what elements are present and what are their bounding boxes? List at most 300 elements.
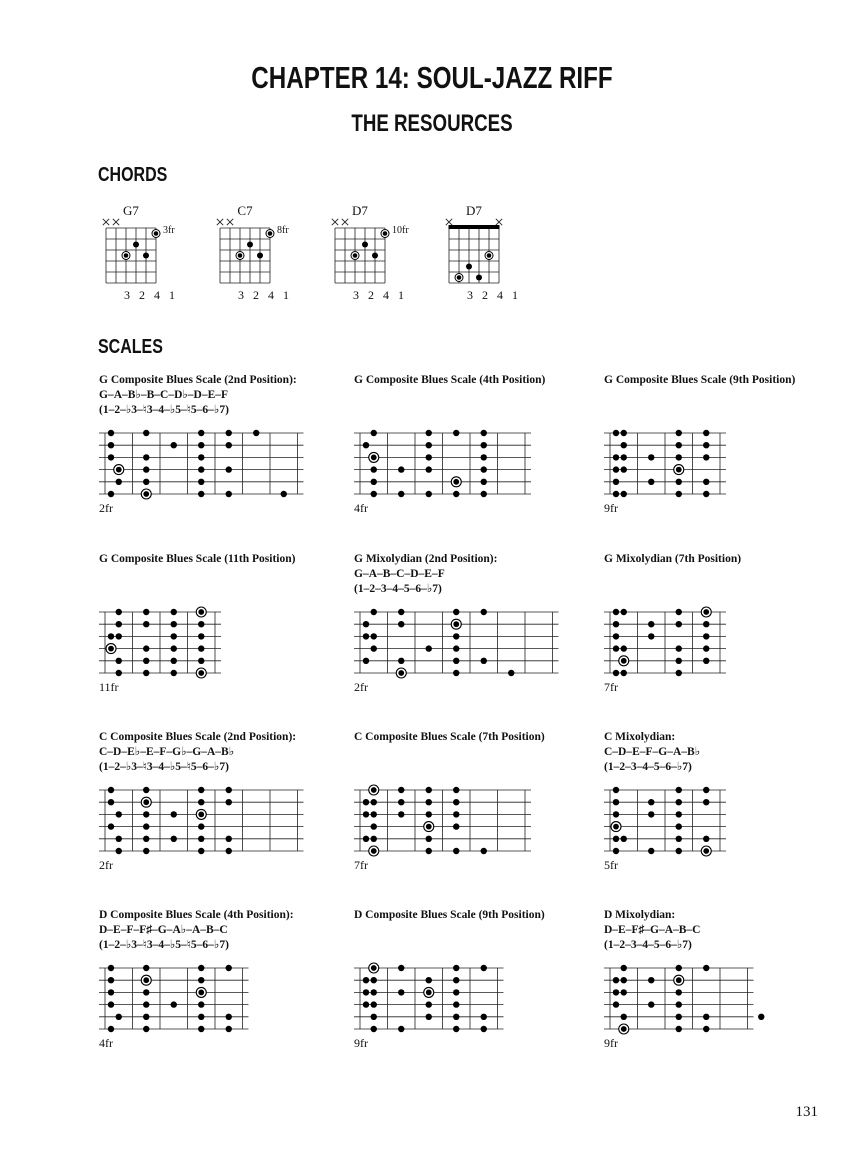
note-dot [453,1001,459,1007]
root-note-center [613,824,619,830]
note-dot [108,989,114,995]
root-note-center [238,253,243,258]
note-dot [362,242,368,248]
root-note-center [371,965,377,971]
note-dot [481,491,487,497]
scale-diagram [91,958,261,1039]
chord-fingering: 3 2 4 1 [467,288,521,302]
note-dot [481,430,487,436]
note-dot [621,645,627,651]
note-dot [613,609,619,615]
scale-title [99,373,349,418]
note-dot [371,1026,377,1032]
note-dot [363,1001,369,1007]
note-dot [613,811,619,817]
scale-formula: (1–2–♭3–♮3–4–♭5–♮5–6–♭7) [99,761,229,773]
scale-fret-position: 9fr [354,1036,368,1050]
note-dot [171,670,177,676]
muted-string-x-icon [332,219,338,225]
scale-name: G Mixolydian (2nd Position): [354,553,498,565]
note-dot [108,1001,114,1007]
note-dot [398,811,404,817]
scale-fret-position: 7fr [604,680,618,694]
note-dot [116,848,122,854]
chord-fret-label: 3fr [163,225,175,236]
note-dot [426,1014,432,1020]
note-dot [398,609,404,615]
scale-diagram [346,958,516,1039]
chord-diagram [439,218,519,288]
note-dot [613,836,619,842]
scale-diagram [596,602,738,683]
note-dot [108,1026,114,1032]
note-dot [143,787,149,793]
note-dot [247,242,253,248]
note-dot [198,848,204,854]
scale-notes: G–A–B♭–B–C–D♭–D–E–F [99,389,229,401]
root-note-center [426,824,432,830]
scale-formula: (1–2–3–4–5–6–♭7) [604,761,692,773]
note-dot [476,275,482,281]
scale-name: C Mixolydian: [604,731,676,743]
chord-fret-label: 8fr [277,225,289,236]
note-dot [143,253,149,259]
note-dot [226,491,232,497]
note-dot [676,1001,682,1007]
note-dot [676,430,682,436]
note-dot [621,442,627,448]
muted-string-x-icon [227,219,233,225]
page-number: 131 [795,1104,818,1120]
note-dot [453,491,459,497]
note-dot [613,670,619,676]
chord-fingering: 3 2 4 1 [238,288,292,302]
note-dot [621,836,627,842]
note-dot [198,442,204,448]
note-dot [143,645,149,651]
note-dot [198,1001,204,1007]
root-note-center [383,231,388,236]
note-dot [226,965,232,971]
note-dot [676,811,682,817]
scale-title [354,373,604,388]
scale-title [99,730,349,775]
scale-formula: (1–2–♭3–♮3–4–♭5–♮5–6–♭7) [99,404,229,416]
note-dot [676,787,682,793]
note-dot [398,658,404,664]
note-dot [171,633,177,639]
note-dot [648,977,654,983]
muted-string-x-icon [103,219,109,225]
note-dot [453,658,459,664]
root-note-center [703,609,709,615]
note-dot [481,848,487,854]
muted-string-x-icon [217,219,223,225]
note-dot [648,621,654,627]
chord-name: D7 [352,203,368,218]
chord-name: D7 [466,203,482,218]
note-dot [363,633,369,639]
scales-heading: SCALES [98,336,163,358]
note-dot [108,430,114,436]
note-dot [648,479,654,485]
scale-fret-position: 2fr [99,858,113,872]
note-dot [621,670,627,676]
note-dot [426,466,432,472]
note-dot [371,977,377,983]
scale-title [604,908,854,953]
note-dot [453,609,459,615]
note-dot [143,479,149,485]
note-dot [398,1026,404,1032]
root-note-center [198,990,204,996]
note-dot [703,621,709,627]
note-dot [621,454,627,460]
note-dot [613,633,619,639]
note-dot [371,633,377,639]
note-dot [363,989,369,995]
note-dot [398,491,404,497]
note-dot [116,479,122,485]
root-note-center [703,848,709,854]
note-dot [676,670,682,676]
note-dot [143,965,149,971]
note-dot [143,430,149,436]
note-dot [676,965,682,971]
scale-fret-position: 2fr [99,501,113,515]
note-dot [703,491,709,497]
note-dot [613,1001,619,1007]
note-dot [198,965,204,971]
note-dot [116,670,122,676]
muted-string-x-icon [446,219,452,225]
note-dot [481,658,487,664]
note-dot [426,787,432,793]
note-dot [613,977,619,983]
note-dot [453,965,459,971]
scale-notes: D–E–F♯–G–A–B–C [604,924,701,936]
note-dot [143,621,149,627]
note-dot [116,621,122,627]
note-dot [703,645,709,651]
note-dot [116,1014,122,1020]
scale-fret-position: 11fr [99,680,119,694]
note-dot [426,1001,432,1007]
note-dot [108,977,114,983]
note-dot [198,621,204,627]
note-dot [116,811,122,817]
note-dot [371,645,377,651]
note-dot [198,430,204,436]
note-dot [108,442,114,448]
note-dot [613,479,619,485]
scale-name: D Composite Blues Scale (9th Position) [354,909,545,921]
note-dot [676,645,682,651]
note-dot [371,811,377,817]
note-dot [453,848,459,854]
note-dot [453,670,459,676]
note-dot [648,633,654,639]
scale-notes: D–E–F–F♯–G–A♭–A–B–C [99,924,228,936]
note-dot [257,253,263,259]
root-note-center [621,658,627,664]
note-dot [171,609,177,615]
root-note-center [371,787,377,793]
note-dot [703,454,709,460]
note-dot [613,787,619,793]
note-dot [143,989,149,995]
note-dot [621,609,627,615]
note-dot [453,1014,459,1020]
note-dot [226,1014,232,1020]
note-dot [198,479,204,485]
root-note-center [198,670,204,676]
scale-title [354,552,604,597]
note-dot [108,787,114,793]
scale-diagram [596,423,738,504]
note-dot [143,848,149,854]
note-dot [481,466,487,472]
note-dot [371,1014,377,1020]
note-dot [226,799,232,805]
note-dot [676,621,682,627]
note-dot [676,442,682,448]
note-dot [198,491,204,497]
note-dot [453,823,459,829]
note-dot [703,836,709,842]
note-dot [703,1026,709,1032]
note-dot [371,430,377,436]
scale-title [604,730,854,775]
note-dot [363,658,369,664]
note-dot [613,645,619,651]
note-dot [198,799,204,805]
note-dot [171,442,177,448]
note-dot [363,977,369,983]
note-dot [371,466,377,472]
note-dot [226,848,232,854]
scale-name: C Composite Blues Scale (7th Position) [354,731,545,743]
note-dot [171,658,177,664]
note-dot [676,454,682,460]
note-dot [171,645,177,651]
note-dot [453,799,459,805]
note-dot [143,1026,149,1032]
note-dot [116,609,122,615]
note-dot [613,430,619,436]
note-dot [171,621,177,627]
note-dot [253,430,259,436]
note-dot [198,787,204,793]
note-dot [116,658,122,664]
note-dot [143,1014,149,1020]
note-dot [703,1014,709,1020]
note-dot [398,799,404,805]
note-dot [453,633,459,639]
note-dot [621,430,627,436]
note-dot [676,823,682,829]
note-dot [676,1014,682,1020]
note-dot [108,491,114,497]
scale-diagram [596,780,738,861]
note-dot [171,811,177,817]
scale-name: D Mixolydian: [604,909,676,921]
note-dot [613,848,619,854]
note-dot [481,965,487,971]
note-dot [676,479,682,485]
note-dot [398,787,404,793]
scale-diagram [91,423,316,504]
note-dot [398,466,404,472]
nut [449,225,500,229]
note-dot [143,811,149,817]
note-dot [481,609,487,615]
note-dot [363,442,369,448]
note-dot [133,242,139,248]
note-dot [363,811,369,817]
root-note-center [198,609,204,615]
note-dot [226,466,232,472]
scale-diagram [346,602,571,683]
note-dot [226,442,232,448]
note-dot [481,479,487,485]
note-dot [171,1001,177,1007]
note-dot [171,836,177,842]
note-dot [621,491,627,497]
scale-formula: (1–2–3–4–5–6–♭7) [604,939,692,951]
note-dot [371,799,377,805]
note-dot [703,479,709,485]
root-note-center [371,848,377,854]
note-dot [198,1026,204,1032]
note-dot [108,633,114,639]
note-dot [108,823,114,829]
note-dot [372,253,378,259]
note-dot [198,454,204,460]
scale-notes: C–D–E–F–G–A–B♭ [604,746,701,758]
section-subtitle: THE RESOURCES [351,110,513,137]
note-dot [676,658,682,664]
chord-name: C7 [237,203,253,218]
note-dot [198,977,204,983]
note-dot [426,442,432,448]
scale-title [354,730,604,745]
root-note-center [487,253,492,258]
root-note-center [453,621,459,627]
note-dot [758,1014,764,1020]
scale-diagram [91,602,233,683]
scale-name: D Composite Blues Scale (4th Position): [99,909,294,921]
scale-name: G Composite Blues Scale (4th Position) [354,374,546,386]
scale-name: G Composite Blues Scale (9th Position) [604,374,796,386]
note-dot [398,621,404,627]
note-dot [398,965,404,971]
root-note-center [143,491,149,497]
note-dot [363,621,369,627]
note-dot [613,621,619,627]
note-dot [426,977,432,983]
note-dot [481,454,487,460]
scale-fret-position: 9fr [604,1036,618,1050]
note-dot [648,811,654,817]
muted-string-x-icon [342,219,348,225]
note-dot [621,989,627,995]
scale-formula: (1–2–3–4–5–6–♭7) [354,583,442,595]
scale-fret-position: 5fr [604,858,618,872]
note-dot [426,454,432,460]
note-dot [481,442,487,448]
note-dot [371,479,377,485]
note-dot [676,609,682,615]
note-dot [143,1001,149,1007]
note-dot [453,430,459,436]
note-dot [143,836,149,842]
note-dot [613,466,619,472]
note-dot [143,609,149,615]
note-dot [676,799,682,805]
scale-diagram [346,780,543,861]
note-dot [613,989,619,995]
note-dot [398,989,404,995]
muted-string-x-icon [496,219,502,225]
scale-title [99,908,349,953]
note-dot [703,430,709,436]
note-dot [703,799,709,805]
muted-string-x-icon [113,219,119,225]
note-dot [453,811,459,817]
note-dot [371,609,377,615]
note-dot [426,848,432,854]
note-dot [453,1026,459,1032]
chord-name: G7 [123,203,139,218]
chord-fingering: 3 2 4 1 [353,288,407,302]
note-dot [621,965,627,971]
root-note-center [621,1026,627,1032]
root-note-center [198,812,204,818]
note-dot [371,823,377,829]
note-dot [426,836,432,842]
root-note-center [143,977,149,983]
scale-title [99,552,349,567]
note-dot [703,965,709,971]
scale-title [604,373,854,388]
scale-fret-position: 9fr [604,501,618,515]
scale-title [354,908,604,923]
note-dot [676,1026,682,1032]
note-dot [371,491,377,497]
note-dot [426,430,432,436]
scale-fret-position: 2fr [354,680,368,694]
note-dot [226,787,232,793]
note-dot [108,799,114,805]
note-dot [226,836,232,842]
note-dot [453,989,459,995]
note-dot [143,823,149,829]
note-dot [508,670,514,676]
root-note-center [116,467,122,473]
scale-diagram [346,423,543,504]
note-dot [621,1014,627,1020]
chord-fingering: 3 2 4 1 [124,288,178,302]
note-dot [198,1014,204,1020]
note-dot [648,799,654,805]
chapter-title: CHAPTER 14: SOUL-JAZZ RIFF [251,60,613,95]
scale-fret-position: 4fr [99,1036,113,1050]
note-dot [426,491,432,497]
note-dot [703,787,709,793]
note-dot [371,989,377,995]
note-dot [676,491,682,497]
